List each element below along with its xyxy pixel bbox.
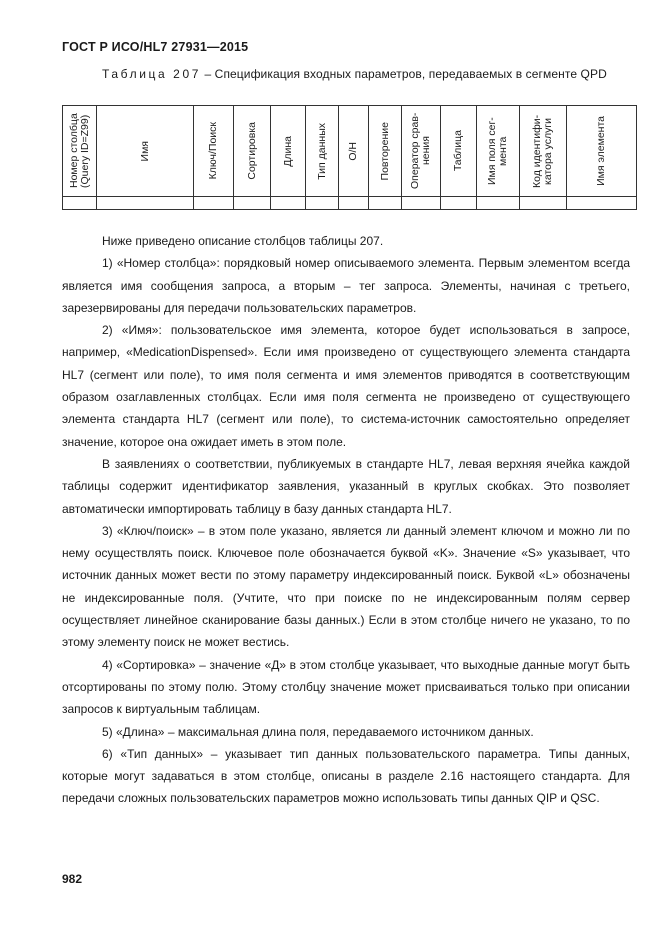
table-cell <box>402 197 441 210</box>
table-empty-row <box>63 197 637 210</box>
column-header: Код идентифи-катора услуги <box>520 106 567 197</box>
column-header: Сортировка <box>234 106 271 197</box>
column-header: Оператор срав-нения <box>402 106 441 197</box>
column-header: Таблица <box>441 106 477 197</box>
spec-table <box>62 105 637 210</box>
table-caption-prefix: Таблица 207 <box>102 67 202 81</box>
table-cell <box>234 197 271 210</box>
paragraph-intro: Ниже приведено описание столбцов таблицы 207. <box>102 234 384 248</box>
paragraph-sort: 4) «Сортировка» – значение «Д» в этом столбце указывает, что выходные данные могут быть отсортированы по этому полю. Этому столбцу значение может присваиваться только при описании запросов к виртуальным таблицам. <box>62 657 630 717</box>
table-cell <box>271 197 306 210</box>
table-cell <box>567 197 637 210</box>
table-cell <box>369 197 402 210</box>
column-header: Имя <box>97 106 194 197</box>
column-header: О/Н <box>339 106 369 197</box>
paragraph-length: 5) «Длина» – максимальная длина поля, передаваемого источником данных. <box>102 724 534 739</box>
paragraph-name: 2) «Имя»: пользовательское имя элемента, которое будет использоваться в запросе, например, «MedicationDispensed». Если имя произведено от существующего элемента стандарта HL7 (сегмент или поле), то имя поля сегмента и имя элементов приводятся в соответствующим образом озаглавленных столбцах. Если имя поля сегмента не произведено от существующего элемента стандарта HL7 (сегмент или поле), то система-источник самостоятельно определяет значение, которое она ожидает иметь в этом поле. <box>62 323 630 449</box>
column-header: Повторение <box>369 106 402 197</box>
paragraph-conformance: В заявлениях о соответствии, публикуемых в стандарте HL7, левая верхняя ячейка каждой таблицы содержит идентификатор заявления, указанный в круглых скобках. Это позволяет автоматически импортировать таблицу в базу данных стандарта HL7. <box>62 456 630 516</box>
column-header: Имя элемента <box>567 106 637 197</box>
table-cell <box>520 197 567 210</box>
column-header: Номер столбца (Query ID=Z99) <box>63 106 97 197</box>
table-cell <box>306 197 339 210</box>
column-header: Ключ/Поиск <box>194 106 234 197</box>
table-cell <box>339 197 369 210</box>
table-cell <box>441 197 477 210</box>
table-cell <box>63 197 97 210</box>
page-number: 982 <box>62 872 83 886</box>
table-cell <box>97 197 194 210</box>
table-caption <box>62 63 632 85</box>
table-caption-dash: – <box>201 67 215 81</box>
paragraph-column-number: 1) «Номер столбца»: порядковый номер описываемого элемента. Первым элементом всегда является имя сообщения запроса, а вторым – тег запроса. Элементы, начиная с третьего, зарезервированы для передачи пользовательских параметров. <box>62 256 630 315</box>
table-cell <box>477 197 520 210</box>
paragraph-key-search: 3) «Ключ/поиск» – в этом поле указано, является ли данный элемент ключом и можно ли по нему осуществлять поиск. Ключевое поле обозначается буквой «K». Значение «S» указывает, что источник данных может вести по этому параметру индексированный поиск. Буквой «L» обозначены не индексированные поля. (Учтите, что при поиске по не индексированным полям сервер осуществляет линейное сканирование базы данных.) Если в этом столбце ничего не указано, то по этому элементу поиск не может вестись. <box>62 523 630 650</box>
column-header: Имя поля сег-мента <box>477 106 520 197</box>
table-caption-title: Спецификация входных параметров, передаваемых в сегменте QPD <box>214 67 607 81</box>
body-text <box>62 230 630 810</box>
column-header: Длина <box>271 106 306 197</box>
column-header: Тип данных <box>306 106 339 197</box>
table-cell <box>194 197 234 210</box>
document-header: ГОСТ Р ИСО/HL7 27931—2015 <box>62 40 249 54</box>
table-header-row <box>63 106 637 197</box>
spec-table-container <box>62 105 637 210</box>
paragraph-data-type: 6) «Тип данных» – указывает тип данных пользовательского параметра. Типы данных, которые могут задаваться в этом столбце, описаны в разделе 2.16 настоящего стандарта. Для передачи сложных пользовательских параметров можно использовать типы данных QIP и QSC. <box>62 746 630 806</box>
